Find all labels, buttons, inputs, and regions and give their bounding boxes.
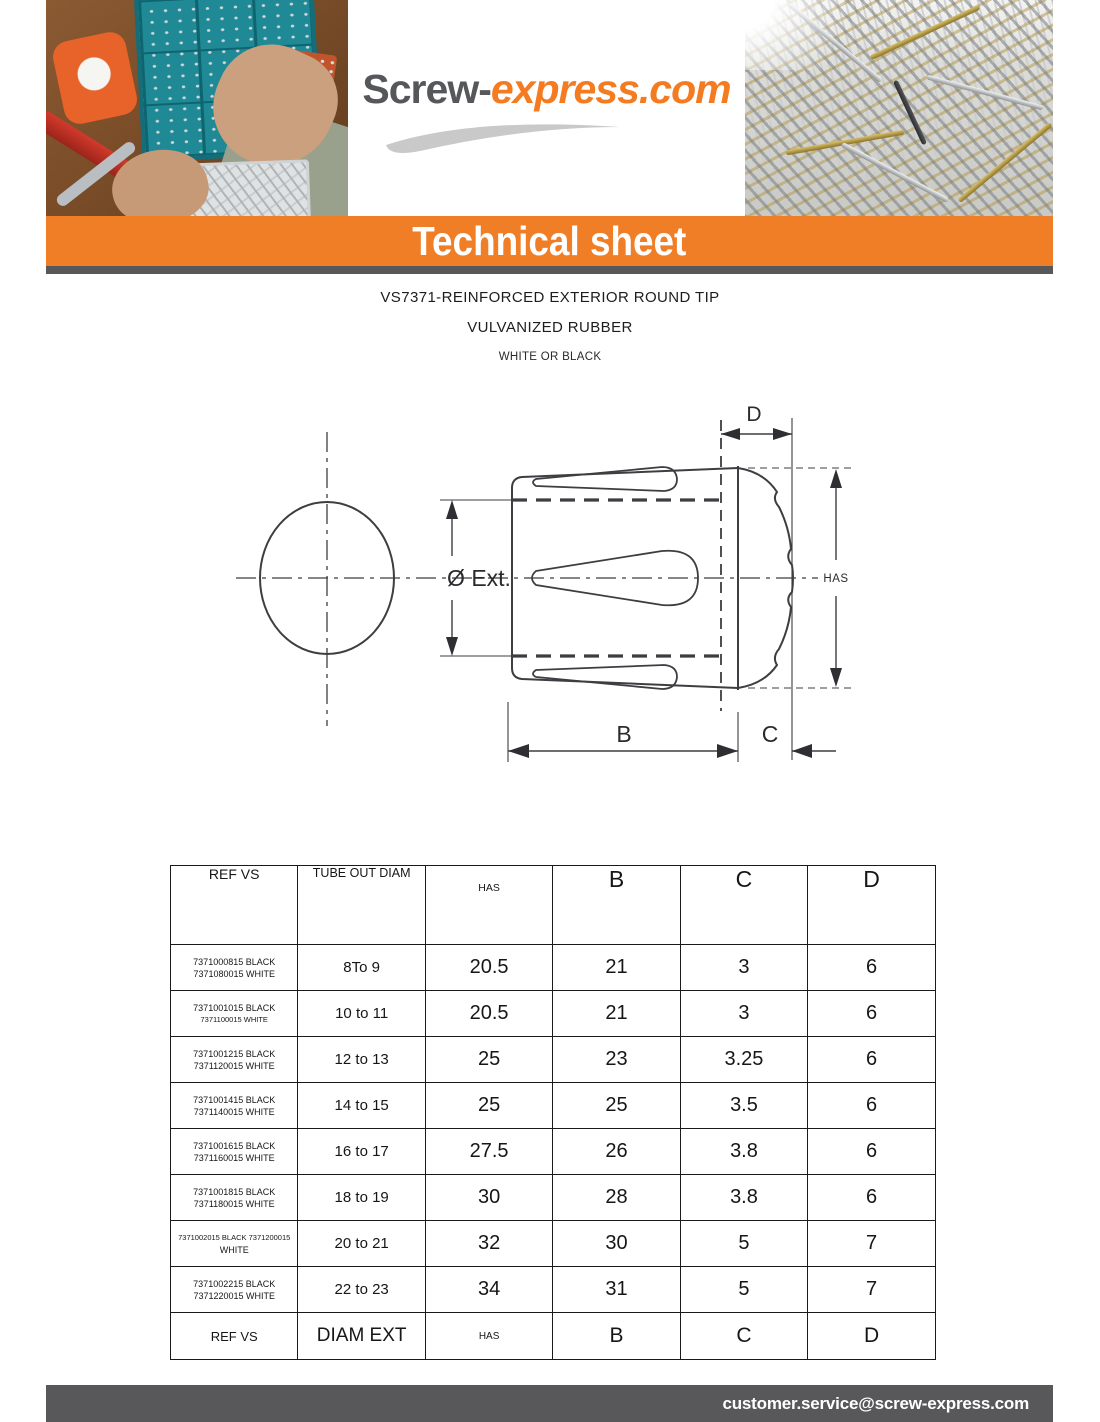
- cell-has: 25: [425, 1037, 552, 1083]
- cell-d: 6: [808, 1083, 936, 1129]
- ref-white-code: 7371120015 WHITE: [193, 1060, 275, 1071]
- has-label: HAS: [823, 573, 849, 585]
- table-row: [171, 1267, 936, 1313]
- header-b: B: [553, 866, 680, 945]
- table-header-row: [171, 866, 936, 945]
- ref-black-code: 7371001615 BLACK: [193, 1140, 276, 1151]
- header-d: D: [808, 866, 936, 945]
- product-title: VS7371-REINFORCED EXTERIOR ROUND TIP: [380, 289, 720, 306]
- ref-black-code: 7371000815 BLACK: [193, 956, 276, 967]
- footer-b: B: [553, 1313, 680, 1360]
- dimension-arrowheads: [446, 428, 842, 758]
- banner-title: Technical sheet: [412, 217, 687, 264]
- cell-c: 3.5: [680, 1083, 807, 1129]
- cell-ref-vs: [171, 1083, 298, 1129]
- header-ref-vs: REF VS: [171, 866, 298, 945]
- cell-ref-vs: [171, 1267, 298, 1313]
- cell-d: 6: [808, 991, 936, 1037]
- ref-black-code: 7371002215 BLACK: [193, 1278, 276, 1289]
- cell-b: 25: [553, 1083, 680, 1129]
- cell-tube-out-diam: 8To 9: [298, 945, 425, 991]
- ext-label: Ø Ext.: [447, 565, 511, 591]
- cell-ref-vs: [171, 991, 298, 1037]
- ref-white-code: 7371160015 WHITE: [193, 1152, 275, 1163]
- d-label: D: [746, 403, 762, 426]
- footer-diam-ext: DIAM EXT: [298, 1313, 425, 1360]
- ref-white-code: 7371140015 WHITE: [193, 1106, 275, 1117]
- cell-b: 21: [553, 991, 680, 1037]
- cell-d: 7: [808, 1221, 936, 1267]
- cell-c: 5: [680, 1267, 807, 1313]
- header-tube-out-diam: TUBE OUT DIAM: [298, 866, 425, 945]
- cell-b: 28: [553, 1175, 680, 1221]
- product-colors: WHITE OR BLACK: [498, 351, 602, 363]
- cell-b: 31: [553, 1267, 680, 1313]
- footer-bar: [46, 1385, 1053, 1422]
- cell-ref-vs: [171, 1221, 298, 1267]
- ref-black-code: 7371001815 BLACK: [193, 1186, 276, 1197]
- ref-white-code: 7371080015 WHITE: [193, 968, 275, 979]
- cell-tube-out-diam: 16 to 17: [298, 1129, 425, 1175]
- cell-b: 21: [553, 945, 680, 991]
- product-material: VULVANIZED RUBBER: [467, 319, 633, 336]
- ref-white-code: WHITE: [219, 1244, 249, 1255]
- footer-c: C: [680, 1313, 807, 1360]
- cell-tube-out-diam: 10 to 11: [298, 991, 425, 1037]
- ref-black-code: 7371001215 BLACK: [193, 1048, 276, 1059]
- customer-service-email-link[interactable]: customer.service@screw-express.com: [722, 1393, 1029, 1413]
- cell-has: 30: [425, 1175, 552, 1221]
- logo-express-text: express.com: [490, 66, 731, 112]
- cell-d: 6: [808, 1129, 936, 1175]
- cell-has: 20.5: [425, 991, 552, 1037]
- header-c: C: [680, 866, 807, 945]
- cell-c: 3.8: [680, 1129, 807, 1175]
- cell-ref-vs: [171, 945, 298, 991]
- cell-has: 25: [425, 1083, 552, 1129]
- footer-has: HAS: [425, 1313, 552, 1360]
- ref-black-code: 7371002015 BLACK 7371200015: [178, 1232, 291, 1242]
- b-label: B: [616, 721, 632, 747]
- cell-b: 26: [553, 1129, 680, 1175]
- ref-white-code: 7371220015 WHITE: [193, 1290, 275, 1301]
- ref-black-code: 7371001015 BLACK: [193, 1002, 276, 1013]
- cell-tube-out-diam: 22 to 23: [298, 1267, 425, 1313]
- cell-tube-out-diam: 20 to 21: [298, 1221, 425, 1267]
- cell-d: 6: [808, 945, 936, 991]
- footer-ref-vs: REF VS: [171, 1313, 298, 1360]
- cell-c: 5: [680, 1221, 807, 1267]
- cell-tube-out-diam: 12 to 13: [298, 1037, 425, 1083]
- table-row: [171, 1037, 936, 1083]
- cell-c: 3: [680, 945, 807, 991]
- cell-tube-out-diam: 14 to 15: [298, 1083, 425, 1129]
- ref-black-code: 7371001415 BLACK: [193, 1094, 276, 1105]
- table-footer-row: [171, 1313, 936, 1360]
- cell-d: 6: [808, 1175, 936, 1221]
- footer-d: D: [808, 1313, 936, 1360]
- c-label: C: [761, 721, 779, 747]
- table-row: [171, 1129, 936, 1175]
- logo-screw-text: Screw-: [362, 66, 491, 112]
- cell-d: 6: [808, 1037, 936, 1083]
- cell-has: 20.5: [425, 945, 552, 991]
- cell-c: 3: [680, 991, 807, 1037]
- cell-has: 27.5: [425, 1129, 552, 1175]
- ref-white-code: 7371100015 WHITE: [200, 1014, 268, 1024]
- cell-has: 34: [425, 1267, 552, 1313]
- cell-ref-vs: [171, 1129, 298, 1175]
- cell-tube-out-diam: 18 to 19: [298, 1175, 425, 1221]
- table-row: [171, 991, 936, 1037]
- table-row: [171, 1221, 936, 1267]
- table-row: [171, 1175, 936, 1221]
- cell-b: 23: [553, 1037, 680, 1083]
- cell-ref-vs: [171, 1175, 298, 1221]
- cell-c: 3.8: [680, 1175, 807, 1221]
- cell-ref-vs: [171, 1037, 298, 1083]
- cell-d: 7: [808, 1267, 936, 1313]
- cell-b: 30: [553, 1221, 680, 1267]
- table-row: [171, 945, 936, 991]
- ref-white-code: 7371180015 WHITE: [193, 1198, 275, 1209]
- cell-has: 32: [425, 1221, 552, 1267]
- header-has: HAS: [425, 866, 552, 945]
- cell-c: 3.25: [680, 1037, 807, 1083]
- table-row: [171, 1083, 936, 1129]
- spec-table: [170, 865, 936, 1360]
